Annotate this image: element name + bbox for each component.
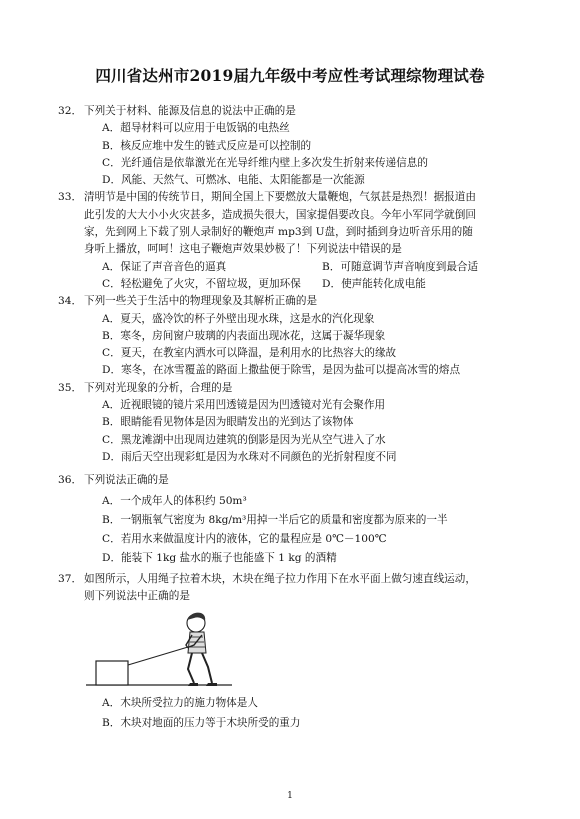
option-a: A．超导材料可以应用于电饭锅的电热丝	[102, 122, 290, 135]
option-b: B．一钢瓶氧气密度为 8kg/m³用掉一半后它的质量和密度都为原来的一半	[102, 513, 448, 526]
question-stem: 下列对光现象的分析，合理的是	[84, 381, 233, 394]
question-35	[58, 380, 528, 466]
wooden-block	[96, 661, 128, 685]
question-33	[58, 189, 528, 293]
option-d: D．使声能转化成电能	[322, 277, 426, 290]
question-number: 36．	[58, 474, 83, 487]
option-c: C．若用水来做温度计内的液体，它的量程应是 0℃－100℃	[102, 533, 387, 546]
person-torso	[188, 632, 206, 653]
option-c: C．黑龙滩湖中出现周边建筑的倒影是因为光从空气进入了水	[102, 433, 386, 446]
question-stem-line: 身听上播放，呵呵！这电子鞭炮声效果妙极了！下列说法中错误的是	[84, 243, 402, 256]
question-stem-line: 家，先到网上下载了别人录制好的鞭炮声 mp3到 U盘，到时插到身边听音乐用的随	[84, 226, 473, 239]
person-leg	[188, 653, 194, 683]
question-number: 32．	[58, 105, 83, 117]
page-title: 四川省达州市2019届九年级中考应性考试理综物理试卷	[95, 66, 485, 85]
question-stem-line: 则下列说法中正确的是	[84, 590, 190, 603]
question-36	[58, 472, 528, 567]
question-32	[58, 103, 528, 189]
option-d: D．寒冬，在冰雪覆盖的路面上撒盐便于除雪，是因为盐可以提高冰雪的熔点	[102, 364, 461, 377]
option-d: D．雨后天空出现彩虹是因为水珠对不同颜色的光折射程度不同	[102, 450, 397, 463]
option-row	[58, 259, 528, 276]
option-b: B．眼睛能看见物体是因为眼睛发出的光到达了该物体	[102, 416, 354, 429]
question-37	[58, 571, 528, 732]
rope	[128, 647, 188, 665]
question-stem: 下列说法正确的是	[84, 474, 169, 487]
question-list	[58, 103, 528, 732]
figure-person-pulling-block	[58, 607, 528, 691]
option-b: B．核反应堆中发生的链式反应是可以控制的	[102, 139, 312, 152]
option-c: C．光纤通信是依靠激光在光导纤维内壁上多次发生折射来传递信息的	[102, 156, 428, 169]
option-b: B．可随意调节声音响度到最合适	[322, 260, 479, 273]
option-a: A．一个成年人的体积约 50m³	[102, 494, 247, 507]
person-pulling-block-illustration	[84, 607, 234, 691]
question-stem: 下列关于材料、能源及信息的说法中正确的是	[84, 105, 296, 117]
question-number: 37．	[58, 572, 83, 585]
question-stem: 下列一些关于生活中的物理现象及其解析正确的是	[84, 295, 318, 308]
question-stem-line: 如图所示，人用绳子拉着木块，木块在绳子拉力作用下在水平面上做匀速直线运动，	[84, 572, 476, 585]
question-number: 33．	[58, 191, 83, 204]
option-c: C．夏天，在教室内洒水可以降温，是利用水的比热容大的缘故	[102, 347, 397, 360]
question-stem-line: 清明节是中国的传统节日，期间全国上下要燃放大量鞭炮，气氛甚是热烈！据报道由	[84, 191, 476, 204]
option-a: A．保证了声音音色的逼真	[102, 260, 227, 273]
option-a: A．近视眼镜的镜片采用凹透镜是因为凹透镜对光有会聚作用	[102, 399, 386, 412]
option-c: C．轻松避免了火灾，不留垃圾，更加环保	[102, 277, 301, 290]
question-34	[58, 293, 528, 379]
option-d: D．风能、天然气、可燃冰、电能、太阳能都是一次能源	[102, 174, 365, 187]
option-a: A．木块所受拉力的施力物体是人	[102, 697, 258, 710]
question-number: 35．	[58, 381, 83, 394]
option-a: A．夏天，盛冷饮的杯子外壁出现水珠，这是水的汽化现象	[102, 312, 375, 325]
option-b: B．木块对地面的压力等于木块所受的重力	[102, 716, 301, 729]
page-number: 1	[287, 791, 293, 801]
question-number: 34．	[58, 295, 83, 308]
question-stem-line: 此引发的大大小小火灾甚多，造成损失很大，国家提倡要改良。今年小军同学就倒回	[84, 208, 476, 221]
option-d: D．能装下 1kg 盐水的瓶子也能盛下 1 kg 的酒精	[102, 552, 337, 565]
option-row	[58, 276, 528, 293]
option-b: B．寒冬，房间窗户玻璃的内表面出现冰花，这属于凝华现象	[102, 329, 386, 342]
